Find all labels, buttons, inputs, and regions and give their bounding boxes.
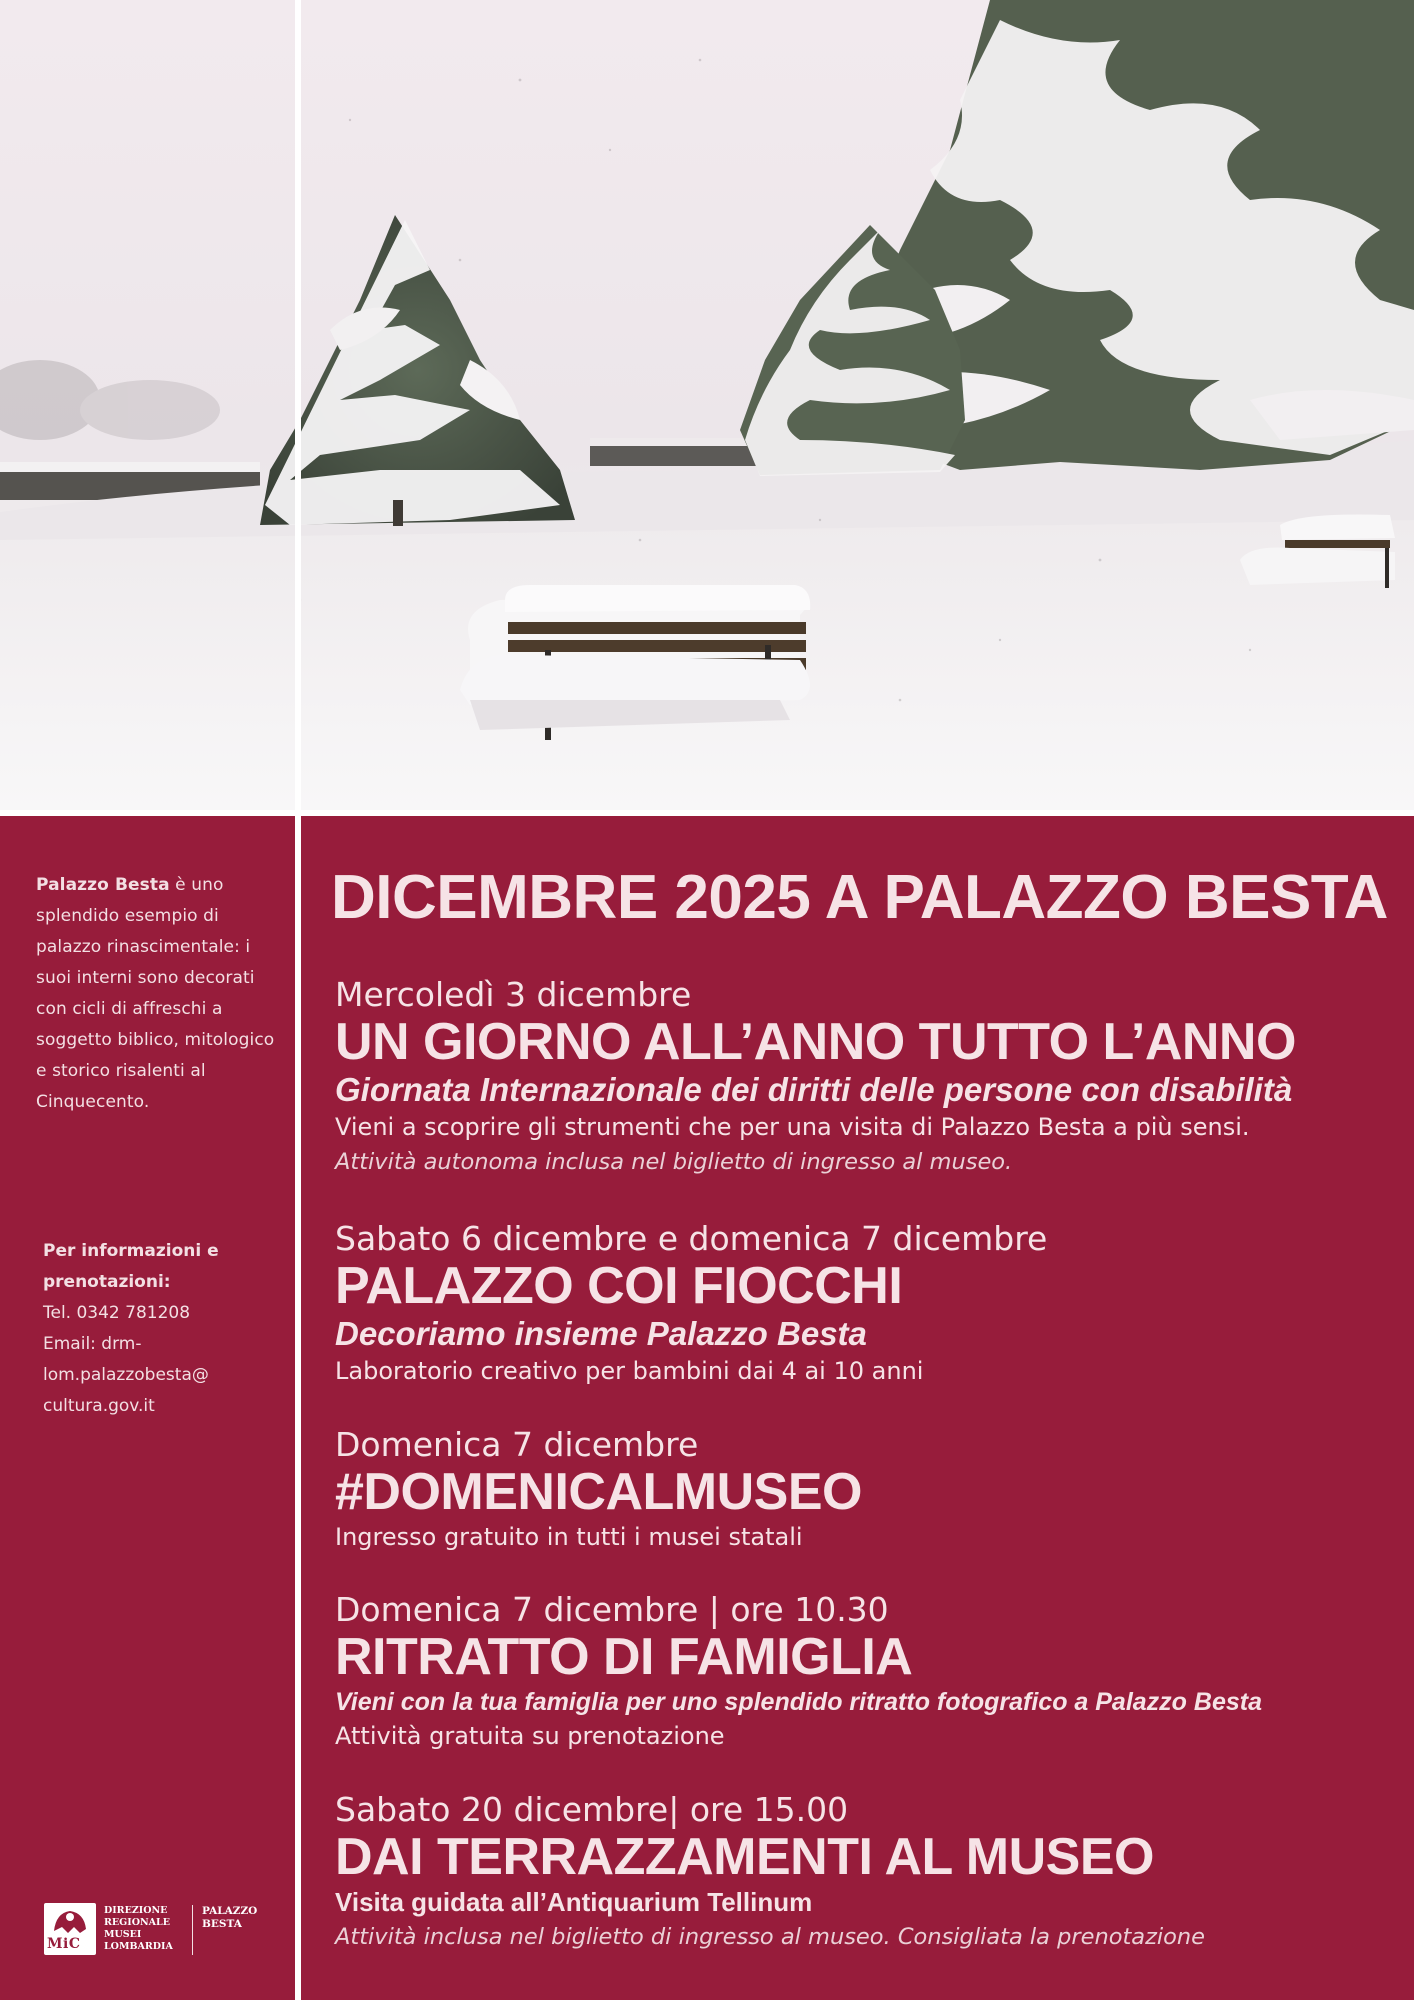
contact-title: Per informazioni e prenotazioni: bbox=[43, 1241, 219, 1292]
mic-logo-icon bbox=[44, 1903, 96, 1955]
contact-email-line2[interactable]: lom.palazzobesta@ bbox=[43, 1365, 209, 1385]
event-title: PALAZZO COI FIOCCHI bbox=[335, 1257, 903, 1315]
direzione-regionale-text: DIREZIONE REGIONALE MUSEI LOMBARDIA bbox=[104, 1905, 173, 1952]
event-date: Domenica 7 dicembre bbox=[335, 1425, 699, 1464]
palazzo-besta-logo-text: PALAZZO BESTA bbox=[202, 1905, 258, 1930]
events-panel bbox=[301, 816, 1414, 2000]
contact-phone[interactable]: Tel. 0342 781208 bbox=[43, 1303, 191, 1323]
contact-info bbox=[43, 1236, 288, 1422]
event-title: UN GIORNO ALL’ANNO TUTTO L’ANNO bbox=[335, 1013, 1296, 1071]
event-description: Ingresso gratuito in tutti i musei statali bbox=[335, 1523, 803, 1551]
event-title: #DOMENICALMUSEO bbox=[335, 1463, 862, 1521]
intro-paragraph bbox=[36, 870, 281, 1118]
sidebar-panel bbox=[0, 816, 295, 2000]
intro-description: è uno splendido esempio di palazzo rinascimentale: i suoi interni sono decorati con cicli di affreschi a soggetto biblico, mitologico e storico risalenti al Cinquecento. bbox=[36, 875, 275, 1112]
event-note: Attività inclusa nel biglietto di ingresso al museo. Consigliata la prenotazione bbox=[335, 1924, 1206, 1950]
event-description: Attività gratuita su prenotazione bbox=[335, 1722, 725, 1750]
page-title: DICEMBRE 2025 A PALAZZO BESTA bbox=[331, 863, 1388, 932]
event-description: Vieni a scoprire gli strumenti che per una visita di Palazzo Besta a più sensi. bbox=[335, 1113, 1250, 1141]
event-item bbox=[335, 1791, 1395, 1955]
intro-place-name: Palazzo Besta bbox=[36, 875, 170, 895]
event-item bbox=[335, 1220, 1395, 1388]
event-date: Sabato 20 dicembre| ore 15.00 bbox=[335, 1790, 849, 1829]
event-item bbox=[335, 1591, 1395, 1753]
event-title: DAI TERRAZZAMENTI AL MUSEO bbox=[335, 1828, 1154, 1886]
mic-logo-text: MiC bbox=[47, 1936, 81, 1952]
event-subtitle: Giornata Internazionale dei diritti delle persone con disabilità bbox=[335, 1071, 1293, 1108]
contact-email-line1[interactable]: Email: drm- bbox=[43, 1334, 142, 1354]
event-date: Mercoledì 3 dicembre bbox=[335, 975, 692, 1014]
event-subtitle: Vieni con la tua famiglia per uno splendido ritratto fotografico a Palazzo Besta bbox=[335, 1688, 1262, 1716]
event-note: Attività autonoma inclusa nel biglietto di ingresso al museo. bbox=[335, 1149, 1013, 1175]
event-date: Sabato 6 dicembre e domenica 7 dicembre bbox=[335, 1219, 1048, 1258]
event-item bbox=[335, 976, 1395, 1180]
event-description: Visita guidata all’Antiquarium Tellinum bbox=[335, 1887, 813, 1917]
logo-divider bbox=[192, 1905, 193, 1955]
header-photo-snowy-garden bbox=[0, 0, 1414, 810]
event-subtitle: Decoriamo insieme Palazzo Besta bbox=[335, 1315, 867, 1352]
institution-logo bbox=[44, 1903, 284, 1959]
event-title: RITRATTO DI FAMIGLIA bbox=[335, 1628, 913, 1686]
event-description: Laboratorio creativo per bambini dai 4 ai 10 anni bbox=[335, 1357, 924, 1385]
event-item bbox=[335, 1426, 1395, 1554]
event-date: Domenica 7 dicembre | ore 10.30 bbox=[335, 1590, 889, 1629]
contact-email-line3[interactable]: cultura.gov.it bbox=[43, 1396, 155, 1416]
